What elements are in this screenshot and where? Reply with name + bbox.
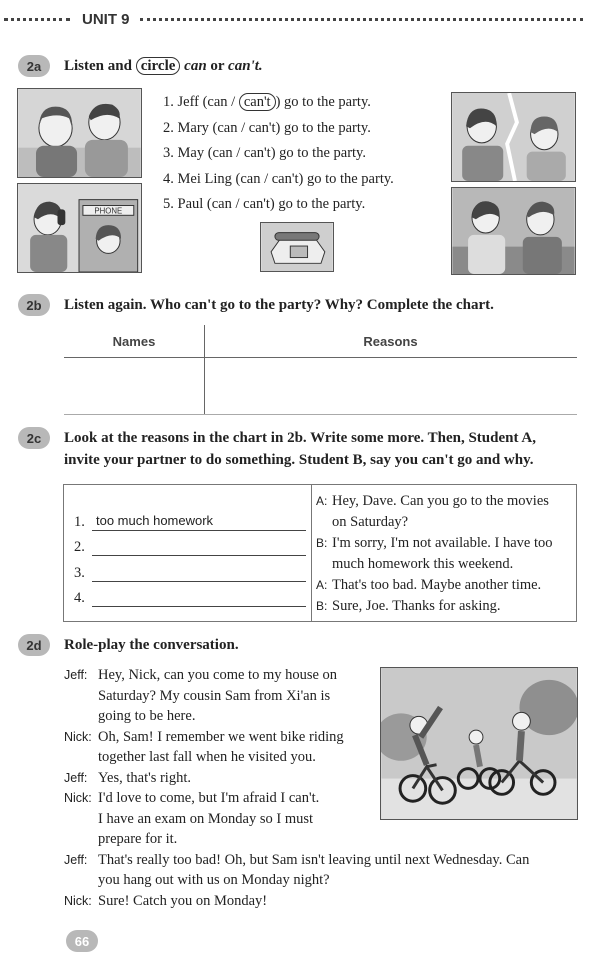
- conversation-line: Saturday? My cousin Sam from Xi'an is: [98, 687, 331, 704]
- reason-row: 3.: [74, 556, 306, 582]
- dialog-line: B: I'm sorry, I'm not available. I have too: [316, 535, 553, 551]
- unit-title: UNIT 9: [82, 10, 130, 28]
- conversation-line: prepare for it.: [98, 831, 178, 847]
- circled-answer: can't: [239, 93, 276, 111]
- instr-or: or: [210, 58, 225, 74]
- picture-phone-booth: [17, 183, 142, 273]
- picture-friends-at-fence: [451, 187, 576, 275]
- reason-field-4[interactable]: [92, 589, 306, 607]
- list-item-2a-5: 5. Paul (can / can't) go to the party.: [163, 196, 366, 212]
- instruction-2a: [64, 55, 263, 77]
- dialog-line: A: Hey, Dave. Can you go to the movies: [316, 493, 549, 509]
- picture-girls-on-phone: [451, 92, 576, 182]
- header-dots-left: [4, 18, 70, 21]
- instr-listen: Listen and: [64, 58, 132, 74]
- conversation-line: Jeff: Yes, that's right.: [64, 769, 191, 786]
- conversation-line: I have an exam on Monday so I must: [98, 810, 314, 827]
- box-2c-divider: [311, 485, 312, 621]
- instr-can: can: [184, 58, 207, 74]
- dialog-line: on Saturday?: [332, 514, 409, 530]
- list-item-2a-1: 1. Jeff (can / can't ) go to the party.: [163, 94, 371, 110]
- reason-field-2[interactable]: [92, 538, 306, 556]
- reason-row: 4.: [74, 582, 306, 608]
- instruction-2b: Listen again. Who can't go to the party? Why? Complete the chart.: [64, 297, 494, 313]
- badge-2d: 2d: [18, 634, 50, 656]
- conversation-line: Jeff: Hey, Nick, can you come to my house on: [64, 667, 338, 683]
- picture-two-friends: [17, 88, 142, 178]
- dialog-2c: [316, 491, 574, 617]
- page-number: 66: [66, 930, 98, 952]
- instruction-2d: Role-play the conversation.: [64, 637, 239, 653]
- conversation-line: going to be here.: [98, 708, 196, 724]
- list-item-2a-2: 2. Mary (can / can't) go to the party.: [163, 119, 371, 136]
- conversation-line: together last fall when he visited you.: [98, 749, 316, 765]
- conversation-line: Jeff: That's really too bad! Oh, but Sam isn't leaving until next Wednesday. Can: [64, 851, 530, 868]
- girls-on-phone-illustration: [452, 93, 575, 181]
- chart-header-reasons: Reasons: [363, 333, 418, 349]
- badge-2a: 2a: [18, 55, 50, 77]
- instr-circle: circle: [136, 57, 181, 75]
- friends-at-fence-illustration: [452, 188, 575, 274]
- instruction-2c-line2: invite your partner to do something. Student B, say you can't go and why.: [64, 452, 534, 468]
- header-dots-right: [140, 18, 583, 21]
- reason-row: 1. too much homework: [74, 505, 306, 531]
- reason-row: 2.: [74, 531, 306, 557]
- reason-field-3[interactable]: [92, 564, 306, 582]
- conversation-2d: [64, 665, 529, 911]
- chart-bottom-line: [64, 414, 577, 415]
- phone-sign: PHONE: [94, 206, 123, 216]
- phone-booth-illustration: [18, 184, 141, 272]
- instr-cant: can't.: [228, 58, 263, 74]
- chart-header-line: [64, 357, 577, 358]
- conversation-line: Nick: I'd love to come, but I'm afraid I can't.: [64, 790, 320, 806]
- list-2a: [163, 90, 394, 218]
- list-item-2a-3: 3. May (can / can't) go to the party.: [163, 145, 366, 161]
- list-item-2a-4: 4. Mei Ling (can / can't) go to the party.: [163, 170, 394, 187]
- dialog-line: A: That's too bad. Maybe another time.: [316, 577, 542, 593]
- box-2c: [63, 484, 577, 622]
- conversation-line: Nick: Oh, Sam! I remember we went bike riding: [64, 728, 344, 745]
- reasons-list: [74, 505, 306, 607]
- dialog-line: much homework this weekend.: [332, 556, 514, 572]
- two-friends-illustration: [18, 89, 141, 177]
- chart-2b: [64, 325, 577, 415]
- unit-header: [0, 8, 593, 30]
- instruction-2c-line1: Look at the reasons in the chart in 2b. Write some more. Then, Student A,: [64, 430, 536, 446]
- dialog-line: B: Sure, Joe. Thanks for asking.: [316, 598, 501, 614]
- chart-column-divider: [204, 325, 205, 415]
- chart-header-names: Names: [112, 333, 156, 349]
- reason-field-1[interactable]: too much homework: [92, 513, 306, 531]
- conversation-line: you hang out with us on Monday night?: [98, 872, 330, 888]
- badge-2c: 2c: [18, 427, 50, 449]
- conversation-line: Nick: Sure! Catch you on Monday!: [64, 892, 268, 909]
- picture-telephone: [260, 222, 334, 272]
- badge-2b: 2b: [18, 294, 50, 316]
- instruction-2c: [64, 427, 536, 471]
- telephone-icon: [261, 223, 333, 271]
